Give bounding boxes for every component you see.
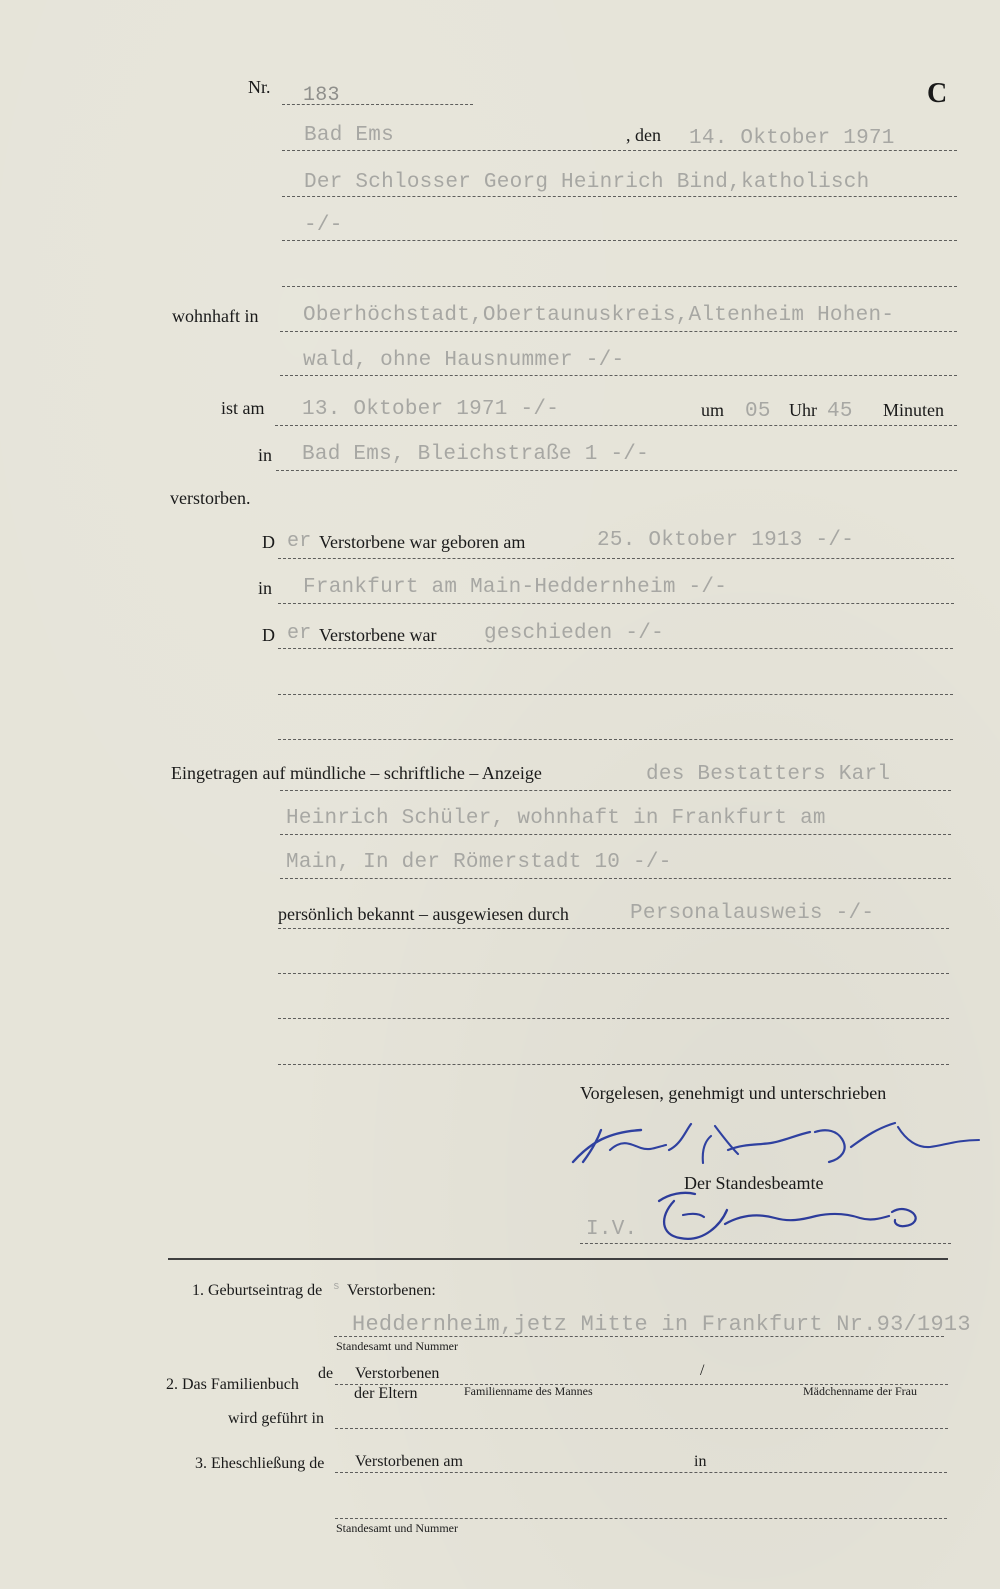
blank-rule-3 <box>278 973 949 974</box>
birth-entry-suffix-2: Verstorbenen: <box>347 1282 436 1299</box>
report-line-3-rule <box>280 878 951 879</box>
marriage-registry-rule <box>335 1518 947 1519</box>
family-book-maiden-caption: Mädchenname der Frau <box>803 1384 917 1398</box>
death-date-rule <box>275 425 957 426</box>
residence-line-1: Oberhöchstadt,Obertaunuskreis,Altenheim Hohen- <box>303 304 895 327</box>
place-date-line <box>282 150 957 151</box>
signature-line <box>580 1243 951 1244</box>
registry-date: 14. Oktober 1971 <box>689 127 895 150</box>
residence-line-2-rule <box>280 375 957 376</box>
report-line-1: des Bestatters Karl <box>646 763 891 786</box>
time-label-um: um <box>701 400 725 420</box>
registrar-label: Der Standesbeamte <box>684 1173 824 1193</box>
status-prefix-typed: er <box>287 622 312 645</box>
deceased-line-1: Der Schlosser Georg Heinrich Bind,katholisch <box>304 171 870 194</box>
status-prefix: D <box>262 625 275 645</box>
family-book-slash: / <box>700 1362 705 1379</box>
blank-rule-4 <box>278 1018 949 1019</box>
birth-date-rule <box>278 558 954 559</box>
death-date-value: 13. Oktober 1971 -/- <box>302 398 560 421</box>
report-line-1-rule <box>280 790 951 791</box>
marriage-in-label: in <box>694 1453 707 1470</box>
birth-label: Verstorbene war geboren am <box>319 532 526 552</box>
identity-label: persönlich bekannt – ausgewiesen durch <box>278 904 569 924</box>
marriage-rule <box>335 1472 947 1473</box>
birth-place-label: in <box>258 578 273 598</box>
deceased-line-3-rule <box>282 286 957 287</box>
blank-rule-2 <box>278 739 953 740</box>
birth-place-value: Frankfurt am Main-Heddernheim -/- <box>303 576 728 599</box>
birth-date-value: 25. Oktober 1913 -/- <box>597 529 855 552</box>
death-place-label: in <box>258 445 273 465</box>
family-book-parents: der Eltern <box>354 1385 418 1402</box>
birth-entry-rule <box>334 1336 944 1337</box>
marriage-label: 3. Eheschließung de <box>195 1455 325 1472</box>
identity-value: Personalausweis -/- <box>630 902 875 925</box>
informant-signature-icon <box>565 1114 995 1172</box>
identity-rule <box>278 928 949 929</box>
section-divider <box>168 1258 948 1260</box>
registry-place: Bad Ems <box>304 124 394 147</box>
birth-prefix: D <box>262 532 275 552</box>
family-book-deceased: Verstorbenen <box>355 1365 440 1382</box>
blank-rule-5 <box>278 1064 949 1065</box>
residence-line-1-rule <box>280 331 957 332</box>
deceased-word: verstorben. <box>170 488 251 508</box>
deceased-line-2: -/- <box>304 214 343 237</box>
death-place-rule <box>276 470 957 471</box>
report-line-2-rule <box>280 834 951 835</box>
family-book-de: de <box>318 1365 334 1382</box>
report-line-3: Main, In der Römerstadt 10 -/- <box>286 851 672 874</box>
birth-entry-label: 1. Geburtseintrag de <box>192 1282 323 1299</box>
status-label: Verstorbene war <box>319 625 437 645</box>
family-book-place-label: wird geführt in <box>228 1410 324 1427</box>
residence-label: wohnhaft in <box>172 306 259 326</box>
death-place-value: Bad Ems, Bleichstraße 1 -/- <box>302 443 650 466</box>
approval-text: Vorgelesen, genehmigt und unterschrieben <box>580 1083 887 1103</box>
marriage-registry-caption: Standesamt und Nummer <box>336 1521 458 1535</box>
record-number-label: Nr. <box>248 77 271 97</box>
time-minutes: 45 <box>827 400 853 423</box>
marriage-value: Verstorbenen am <box>355 1453 463 1470</box>
death-date-label: ist am <box>221 398 265 418</box>
series-mark: C <box>927 78 948 109</box>
registrar-signature-icon <box>643 1182 933 1252</box>
birth-entry-suffix: s <box>333 1281 340 1293</box>
deceased-line-1-rule <box>282 196 957 197</box>
birth-entry-caption: Standesamt und Nummer <box>336 1339 458 1353</box>
residence-line-2: wald, ohne Hausnummer -/- <box>303 349 625 372</box>
report-line-2: Heinrich Schüler, wohnhaft in Frankfurt am <box>286 807 826 830</box>
blank-rule-1 <box>278 694 953 695</box>
time-hour: 05 <box>745 400 771 423</box>
status-value: geschieden -/- <box>484 622 664 645</box>
birth-entry-value: Heddernheim,jetz Mitte in Frankfurt Nr.93/1913 <box>352 1312 971 1337</box>
birth-place-rule <box>278 603 954 604</box>
record-number-value: 183 <box>303 84 340 107</box>
family-book-label: 2. Das Familienbuch <box>166 1376 299 1393</box>
deceased-line-2-rule <box>282 240 957 241</box>
status-rule <box>278 648 953 649</box>
family-book-place-rule <box>335 1428 948 1429</box>
report-label: Eingetragen auf mündliche – schriftliche – Anzeige <box>171 763 542 783</box>
birth-prefix-typed: er <box>287 530 312 553</box>
record-number-line <box>282 104 473 105</box>
time-label-minutes: Minuten <box>883 400 944 420</box>
time-label-uhr: Uhr <box>789 400 817 420</box>
iv-label: I.V. <box>586 1218 638 1241</box>
family-book-husband-caption: Familienname des Mannes <box>464 1384 593 1398</box>
date-label: , den <box>626 125 661 145</box>
